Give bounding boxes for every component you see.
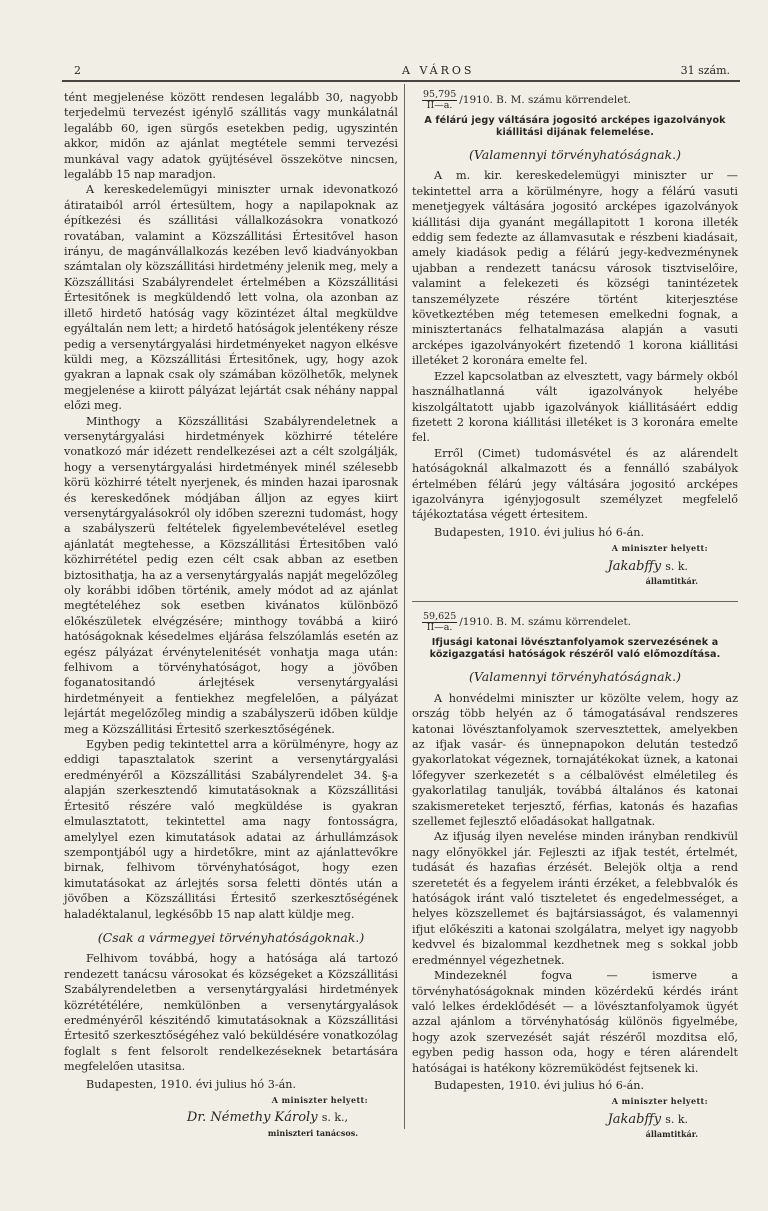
decree-date: Budapesten, 1910. évi julius hó 3-án. [86,1077,297,1091]
signer-name: Dr. Némethy Károly [186,1110,318,1126]
section-title: (Csak a vármegyei törvényhatóságoknak.) [97,929,365,945]
decree-divider [412,601,738,602]
decree-date: Budapesten, 1910. évi julius hó 6-án. [434,525,645,539]
signature-name [64,1110,348,1125]
signature-name [412,1112,688,1127]
decree-reference [422,612,738,633]
decree-heading: Ifjusági katonai lövésztanfolyamok szervezésének a közigazgatási hatóságok részéről való előmozdítása. [429,637,721,661]
signature-name [412,559,688,574]
signer-name: Jakabffy [607,558,662,574]
signature-label: A miniszter helyett: [611,1096,708,1107]
header-rule [62,80,740,82]
paragraph: Egyben pedig tekintettel arra a körülményre, hogy az eddigi tapasztalatok szerint a versenytárgyalási eredményéről a Közszállitási Szabályrendelet 34. §-a alapján szerkesztendő kimutatásoknak a Közszállitási Értesitő részére való megküldése is gyakran elmulasztatott, tekintettel ama nagy fontosságra, amelylyel ezen kimutatások adatai az árhullámzások szempontjából ugy a hirdetőkre, mint az ajánlattevőkre birnak, felhivom törvényhatóságot, hogy ezen kimutatásokat az árlejtés sorsa feletti döntés után a jövőben a Közszállitási Értesitő szerkesztőségének haladéktalanul, legkésőbb 15 nap alatt küldje meg. [64,738,398,921]
reference-department: II—a. [426,622,453,634]
reference-fraction [422,90,457,111]
decree-date: Budapesten, 1910. évi julius hó 6-án. [434,1078,645,1092]
right-column [412,90,738,1143]
paragraph: Ezzel kapcsolatban az elvesztett, vagy bármely okból használhatlanná vált igazolványok helyébe kiszolgáltatott ujabb igazolványok kiállitásáért eddig fizetett 2 korona kiállitási illetéket is 3 koronára emelte fel. [412,369,738,445]
reference-text: /1910. B. M. számu körrendelet. [459,616,632,629]
paragraph: Minthogy a Közszállitási Szabályrendeletnek a versenytárgyalási hirdetmények közhirré tételére vonatkozó már idézett rendelkezései azt a célt szolgálják, hogy a versenytárgyalási hirdetmények minél szélesebb körü közhirré tételt nyerjenek, és minden hazai iparosnak és kereskedőnek módjában álljon az egyes kiirt versenytárgyalásokról oly időben szerezni tudomást, hogy a szabályszerü feltételek figyelembevételével esetleg ajánlatát megtehesse, a Közszállitási Értesitőben való közhirrététel pedig ezen célt csak abban az esetben biztosithatja, ha az a versenytárgyalás napját megelőzőleg oly korábbi időben történik, amely módot ad az ajánlat megtételéhez sok esetben kivánatos különböző előkészületek elvégzésére; minthogy továbbá a kiiró hatóságoknak késedelmes eljárása felszólamlás esetén az egész pályázat érvénytelenitését vonhatja maga után: felhivom a törvényhatóságot, hogy a jövőben foganatositandó árlejtések versenytárgyalási hirdetményeit a fentiekhez megfelelően, a pályázat lejártát megelőzőleg mindig a szabályszerü időben küldje meg a Közszállitási Értesitő szerkesztőségének. [64,414,398,736]
signer-suffix: s. k., [321,1111,348,1125]
signature-label: A miniszter helyett: [271,1095,368,1105]
paragraph: A kereskedelemügyi miniszter urnak idevonatkozó átirataiból arról értesültem, hogy a napilapoknak az építkezési és szállitási vállalkozásokra vonatkozó rovatában, valamint a Közszállitási Értesitővel hason irányu, de magánvállalkozás kezében levő kiadványokban számtalan oly közszállitási hirdetmény jelenik meg, mely a Közszállitási Szabályrendelet értelmében a Közszállitási Értesitőnek is megküldendő lett volna, ola azonban az illető hirdető hatóság vagy közintézet által megküldve egyáltalán nem lett; a hirdető hatóságok jelentékeny része pedig a versenytárgyalási hirdetményeket nagyon elkésve küldi meg, a Közszállitási Értesitőnek, ugy, hogy azok gyakran a lapnak csak oly számában közölhetők, melynek megjelenése a kiirott pályázat lejártát csak néhány nappal előzi meg. [64,183,398,413]
signer-rank: miniszteri tanácsos. [267,1127,358,1138]
paragraph: A m. kir. kereskedelemügyi miniszter ur — tekintettel arra a körülményre, hogy a félárú vasuti menetjegyek váltására jogositó arcképes igazolványok kiállitási dija gyanánt megállapitott 1 korona illeték eddig sem fedezte az államvasutak e részbeni kiadásait, amely kiadások pedig a félárú jegy-kedvezménynek ujabban a rendezett tanácsu városok tisztviselőire, valamint a felekezeti és községi tanintézetek tanszemélyzete részére történt kiterjesztése következtében még tetemesen emelkedni fognak, a minisztertanács felhatalmazása alapján a vasuti arcképes igazolványokért fizetendő 1 korona kiállitási illetéket 2 koronára emelte fel. [412,169,738,368]
paragraph: Az ifjuság ilyen nevelése minden irányban rendkivül nagy előnyökkel jár. Fejleszti az ifjak testét, értelmét, tudását és hazafias érzését. Belejök oltja a rend szeretetét és a fegyelem iránti érzéket, a felebbvalók és hatóságok iránt való tiszteletet és engedelmességet, a helyes közszellemet és bajtársiasságot, és valamennyi ifjut előkésziti a katonai szolgálatra, melyet igy nagyobb kedvvel és bizalommal kezdhetnek meg s sokkal jobb eredménnyel végezhetnek. [412,830,738,967]
reference-text: /1910. B. M. számu körrendelet. [459,93,632,106]
section-title: (Valamennyi törvényhatóságnak.) [469,669,681,685]
signer-name: Jakabffy [607,1111,662,1127]
page-header [62,62,738,80]
issue-number: 31 szám. [680,64,730,77]
masthead-title: A VÁROS [402,64,475,77]
paragraph: Felhivom továbbá, hogy a hatósága alá tartozó rendezett tanácsu városokat és községeket a Közszállitási Szabályrendeletben a versenytárgyalási hirdetmények közrététélére, nemkülönben a versenytárgyalások eredményéről késziténdő kimutatásoknak a Közszállitási Értesitő szerkesztőségéhez való beküldésére vonatkozólag foglalt s fent felsorolt rendelkezéseknek betartására megfelelően utasitsa. [64,952,398,1074]
decree-reference [422,90,738,111]
left-column [64,90,398,1141]
reference-number: 59,625 [423,611,457,623]
paragraph: A honvédelmi miniszter ur közölte velem, hogy az ország több helyén az ő támogatásával rendszeres katonai lövésztanfolyamok szervesztettek, amelyekben az ifjak vasár- és ünnepnapokon delután testedző gyakorlatokat végeznek, tornajátékokat üznek, a katonai lőfegyver szerkezetét s a célbalövést elméletileg és gyakorlatilag tanulják, továbbá általános és katonai szakismereteket terjesztő, férfias, katonás és hazafias szellemet fejlesztő előadásokat hallgatnak. [412,691,738,829]
reference-department: II—a. [426,100,453,111]
signature-label: A miniszter helyett: [611,543,708,554]
paragraph: Mindezeknél fogva — ismerve a törvényhatóságoknak minden közérdekű kérdés iránt való lelkes érdeklődését — a lövésztanfolyamok ügyét azzal ajánlom a törvényhatóság különös figyelmébe, hogy azok szervezését saját részéről mozditsa elő, egyben pedig hasson oda, hogy e téren alárendelt hatóságai is hatékony közremüködést fejtsenek ki. [412,969,738,1075]
paragraph: tént megjelenése között rendesen legalább 30, nagyobb terjedelmü tervezést igénylő szállitás vagy munkálatnál legalább 60, igen sürgős esetekben pedig, ugyszintén akkor, midőn az ajánlat megtétele semmi tervezési munkával vagy adatok gyüjtésével összekötve nincsen, legalább 15 nap maradjon. [64,91,398,182]
page-number: 2 [74,64,81,77]
column-divider [404,84,405,1129]
section-title: (Valamennyi törvényhatóságnak.) [469,147,681,162]
signer-rank: államtitkár. [645,1129,698,1140]
paragraph: Erről (Cimet) tudomásvétel és az alárendelt hatóságoknál alkalmazott és a fennálló szabályok értelmében félárú jegy váltására jogositó arcképes igazolványra igényjogosult személyzet megfelelő tájékoztatása végett értesitem. [412,446,738,522]
signer-suffix: s. k. [665,1112,688,1126]
decree-heading: A félárú jegy váltására jogositó arcképes igazolványok kiállitási dijának felemelése. [424,115,726,138]
signer-rank: államtitkár. [645,575,698,586]
reference-number: 95,795 [423,89,457,100]
reference-fraction [422,612,457,633]
signer-suffix: s. k. [665,559,688,573]
